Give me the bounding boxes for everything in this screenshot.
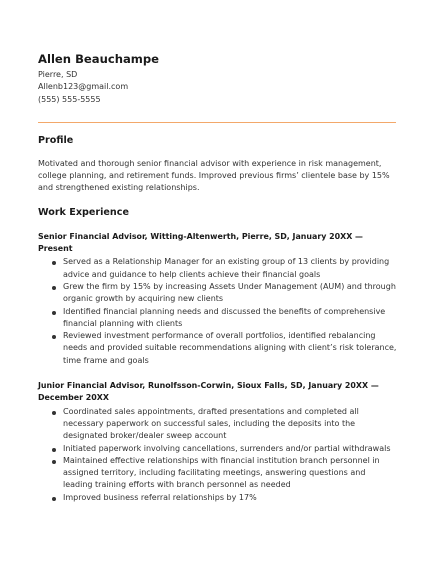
list-item <box>38 281 397 306</box>
contact-location: Pierre, SD <box>38 70 78 79</box>
job-bullets-senior <box>38 256 397 367</box>
contact-phone: (555) 555-5555 <box>38 94 101 104</box>
bullet-text: Improved business referral relationships by 17% <box>63 492 257 502</box>
list-item <box>38 492 397 504</box>
list-item <box>38 330 397 367</box>
job-bullets-junior <box>38 406 397 504</box>
list-item <box>38 256 397 281</box>
bullet-text: Maintained effective relationships with financial institution branch personnel in assigned territory, including facilitating meetings, answering questions and leading training efforts with branch personnel as needed <box>63 455 380 490</box>
profile-heading: Profile <box>38 134 74 146</box>
header-divider <box>38 122 396 123</box>
candidate-name: Allen Beauchampe <box>38 52 160 66</box>
bullet-icon <box>52 460 56 464</box>
profile-summary: Motivated and thorough senior financial advisor with experience in risk management, college planning, and retirement funds. Improved previous firms’ clientele base by 15% and strengthened existing relationships. <box>38 158 390 193</box>
work-experience-heading: Work Experience <box>38 206 129 218</box>
list-item <box>38 455 397 492</box>
list-item <box>38 443 397 455</box>
bullet-icon <box>52 335 56 339</box>
bullet-text: Coordinated sales appointments, drafted presentations and completed all necessary paperwork on successful sales, including the deposits into the designated broker/dealer sweep account <box>63 406 359 441</box>
bullet-icon <box>52 261 56 265</box>
bullet-icon <box>52 411 56 415</box>
job-title-senior: Senior Financial Advisor, Witting-Altenwerth, Pierre, SD, January 20XX — Present <box>38 231 363 254</box>
bullet-text: Served as a Relationship Manager for an existing group of 13 clients by providing advice and guidance to help clients achieve their financial goals <box>63 257 390 279</box>
contact-email: Allenb123@gmail.com <box>38 82 129 92</box>
bullet-icon <box>52 448 56 452</box>
bullet-text: Identified financial planning needs and discussed the benefits of comprehensive financial planning with clients <box>63 306 386 328</box>
job-title-junior: Junior Financial Advisor, Runolfsson-Corwin, Sioux Falls, SD, January 20XX — December 20XX <box>38 381 379 403</box>
bullet-icon <box>52 311 56 315</box>
list-item <box>38 306 397 331</box>
bullet-icon <box>52 286 56 290</box>
bullet-text: Initiated paperwork involving cancellations, surrenders and/or partial withdrawals <box>63 443 391 453</box>
bullet-text: Grew the firm by 15% by increasing Assets Under Management (AUM) and through organic growth by acquiring new clients <box>63 281 396 304</box>
list-item <box>38 406 397 443</box>
bullet-icon <box>52 497 56 501</box>
bullet-text: Reviewed investment performance of overall portfolios, identified rebalancing needs and provided suitable recommendations aligning with client’s risk tolerance, time frame and goals <box>63 331 397 365</box>
